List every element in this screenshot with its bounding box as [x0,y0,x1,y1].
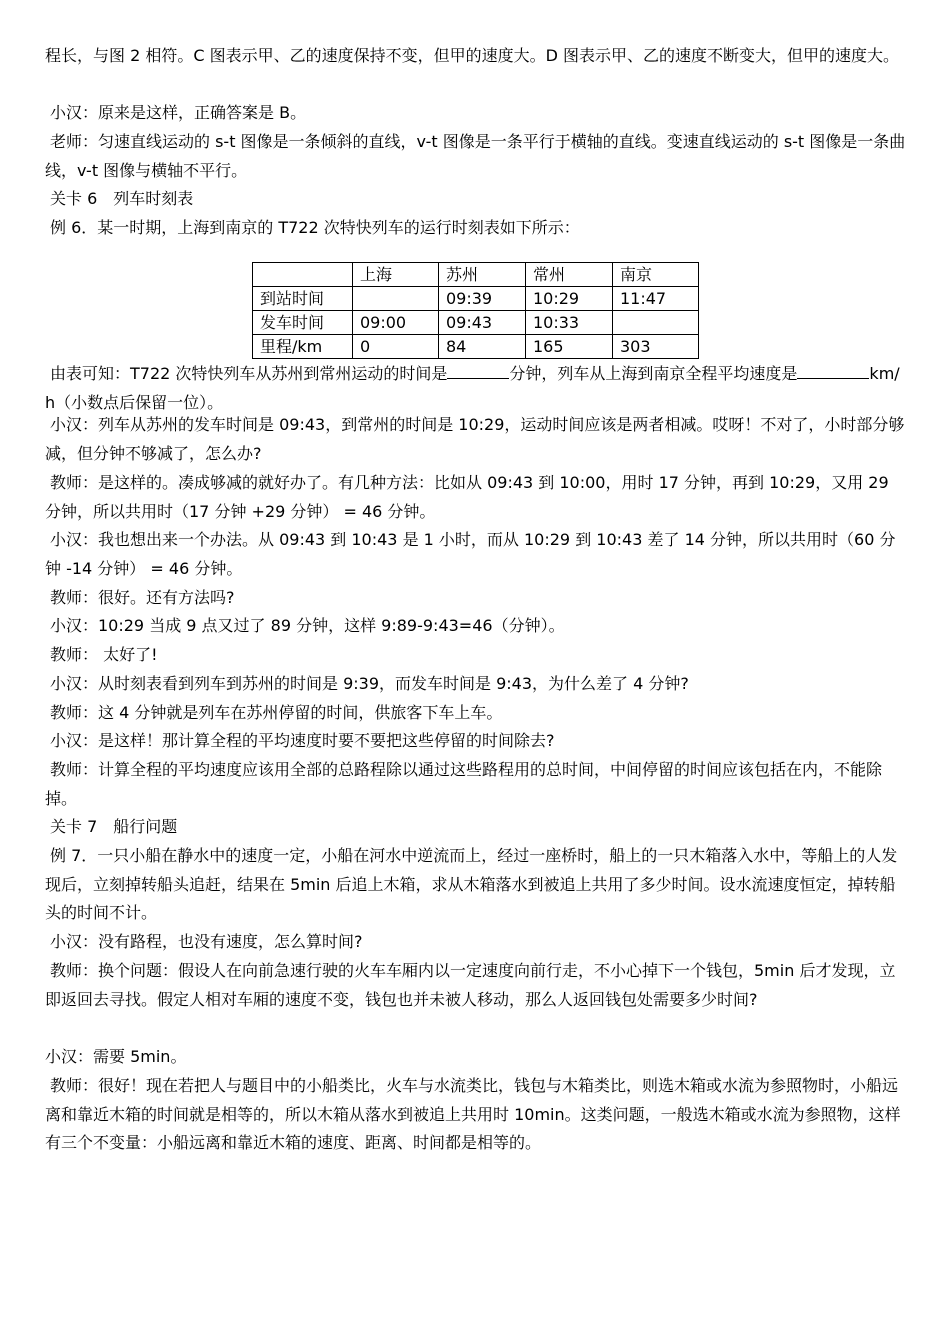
dialogue-line: 小汉：没有路程，也没有速度，怎么算时间? [50,932,363,951]
answer-blank-speed-cont [837,360,869,379]
answer-blank-speed [797,360,837,379]
dialogue-line: 小汉：10:29 当成 9 点又过了 89 分钟，这样 9:89-9:43=46（分钟）。 [50,616,565,635]
table-row-label: 里程/km [253,335,353,359]
table-cell: 84 [439,335,526,359]
table-row-label: 到站时间 [253,287,353,311]
table-cell: 10:33 [526,311,613,335]
table-cell [253,263,353,287]
table-cell: 10:29 [526,287,613,311]
dialogue-line: 小汉：从时刻表看到列车到苏州的时间是 9:39，而发车时间是 9:43，为什么差了 4 分钟? [50,674,689,693]
dialogue-line: 教师： 太好了! [50,645,158,664]
section-heading-level-7: 关卡 7 船行问题 [50,817,178,836]
paragraph-teacher-graph: 老师：匀速直线运动的 s-t 图像是一条倾斜的直线，v-t 图像是一条平行于横轴的直线。变速直线运动的 s-t 图像是一条曲线，v-t 图像与横轴不平行。 [45,132,906,180]
dialogue-line: 小汉：列车从苏州的发车时间是 09:43，到常州的时间是 10:29，运动时间应该是两者相减。哎呀！不对了，小时部分够减，但分钟不够减了，怎么办? [45,415,905,463]
table-cell: 11:47 [613,287,699,311]
section-heading-level-6: 关卡 6 列车时刻表 [50,189,194,208]
dialogue-line: 教师：计算全程的平均速度应该用全部的总路程除以通过这些路程用的总时间，中间停留的时间应该包括在内，不能除掉。 [45,760,883,808]
paragraph-graph-analysis: 程长，与图 2 相符。C 图表示甲、乙的速度保持不变，但甲的速度大。D 图表示甲、乙的速度不断变大，但甲的速度大。 [45,46,900,65]
table-header-row [253,263,699,287]
table-cell: 09:00 [353,311,439,335]
table-header-cell: 苏州 [439,263,526,287]
table-cell: 303 [613,335,699,359]
paragraph-xiaohan-answer: 小汉：原来是这样，正确答案是 B。 [50,103,307,122]
dialogue-line: 教师：很好。还有方法吗? [50,588,235,607]
dialogue-line: 小汉：需要 5min。 [45,1047,187,1066]
table-row [253,287,699,311]
example-6-intro: 例 6．某一时期，上海到南京的 T722 次特快列车的运行时刻表如下所示： [50,218,580,237]
table-cell: 0 [353,335,439,359]
table-header-cell: 南京 [613,263,699,287]
table-header-cell: 常州 [526,263,613,287]
dialogue-line: 教师：这 4 分钟就是列车在苏州停留的时间，供旅客下车上车。 [50,703,503,722]
table-cell [613,311,699,335]
dialogue-line: 教师：是这样的。凑成够减的就好办了。有几种方法：比如从 09:43 到 10:00，用时 17 分钟，再到 10:29，又用 29 分钟，所以共用时（17 分钟 +29 分钟） = 46 分钟。 [45,473,889,521]
dialogue-line: 教师：很好！现在若把人与题目中的小船类比，火车与水流类比，钱包与木箱类比，则选木箱或水流为参照物时，小船远离和靠近木箱的时间就是相等的，所以木箱从落水到被追上共用时 10min。这类问题，一般选木箱或水流为参照物，这样有三个不变量：小船远离和靠近木箱的速度、距离、时间都是相等的。 [45,1076,901,1152]
train-timetable [252,262,699,359]
table-cell [353,287,439,311]
question-text-part2: 分钟，列车从上海到南京全程平均速度是 [509,364,798,383]
example-6-question [45,360,907,417]
dialogue-line: 小汉：我也想出来一个办法。从 09:43 到 10:43 是 1 小时，而从 10:29 到 10:43 差了 14 分钟，所以共用时（60 分钟 -14 分钟） = 46 分钟。 [45,530,896,578]
example-7-question: 例 7．一只小船在静水中的速度一定，小船在河水中逆流而上，经过一座桥时，船上的一只木箱落入水中，等船上的人发现后，立刻掉转船头追赶，结果在 5min 后追上木箱，求从木箱落水到被追上共用了多少时间。设水流速度恒定，掉转船头的时间不计。 [45,846,898,922]
table-row [253,335,699,359]
table-row [253,311,699,335]
table-header-cell: 上海 [353,263,439,287]
question-text-part1: 由表可知：T722 次特快列车从苏州到常州运动的时间是 [50,364,448,383]
answer-blank-minutes [447,360,509,379]
table-row-label: 发车时间 [253,311,353,335]
dialogue-line: 小汉：是这样！那计算全程的平均速度时要不要把这些停留的时间除去? [50,731,555,750]
table-cell: 09:43 [439,311,526,335]
question-text-part3: km/h（小数点后保留一位）。 [45,364,900,412]
table-cell: 165 [526,335,613,359]
table-cell: 09:39 [439,287,526,311]
dialogue-line: 教师：换个问题：假设人在向前急速行驶的火车车厢内以一定速度向前行走，不小心掉下一个钱包，5min 后才发现，立即返回去寻找。假定人相对车厢的速度不变，钱包也并未被人移动，那么人返回钱包处需要多少时间? [45,961,896,1009]
